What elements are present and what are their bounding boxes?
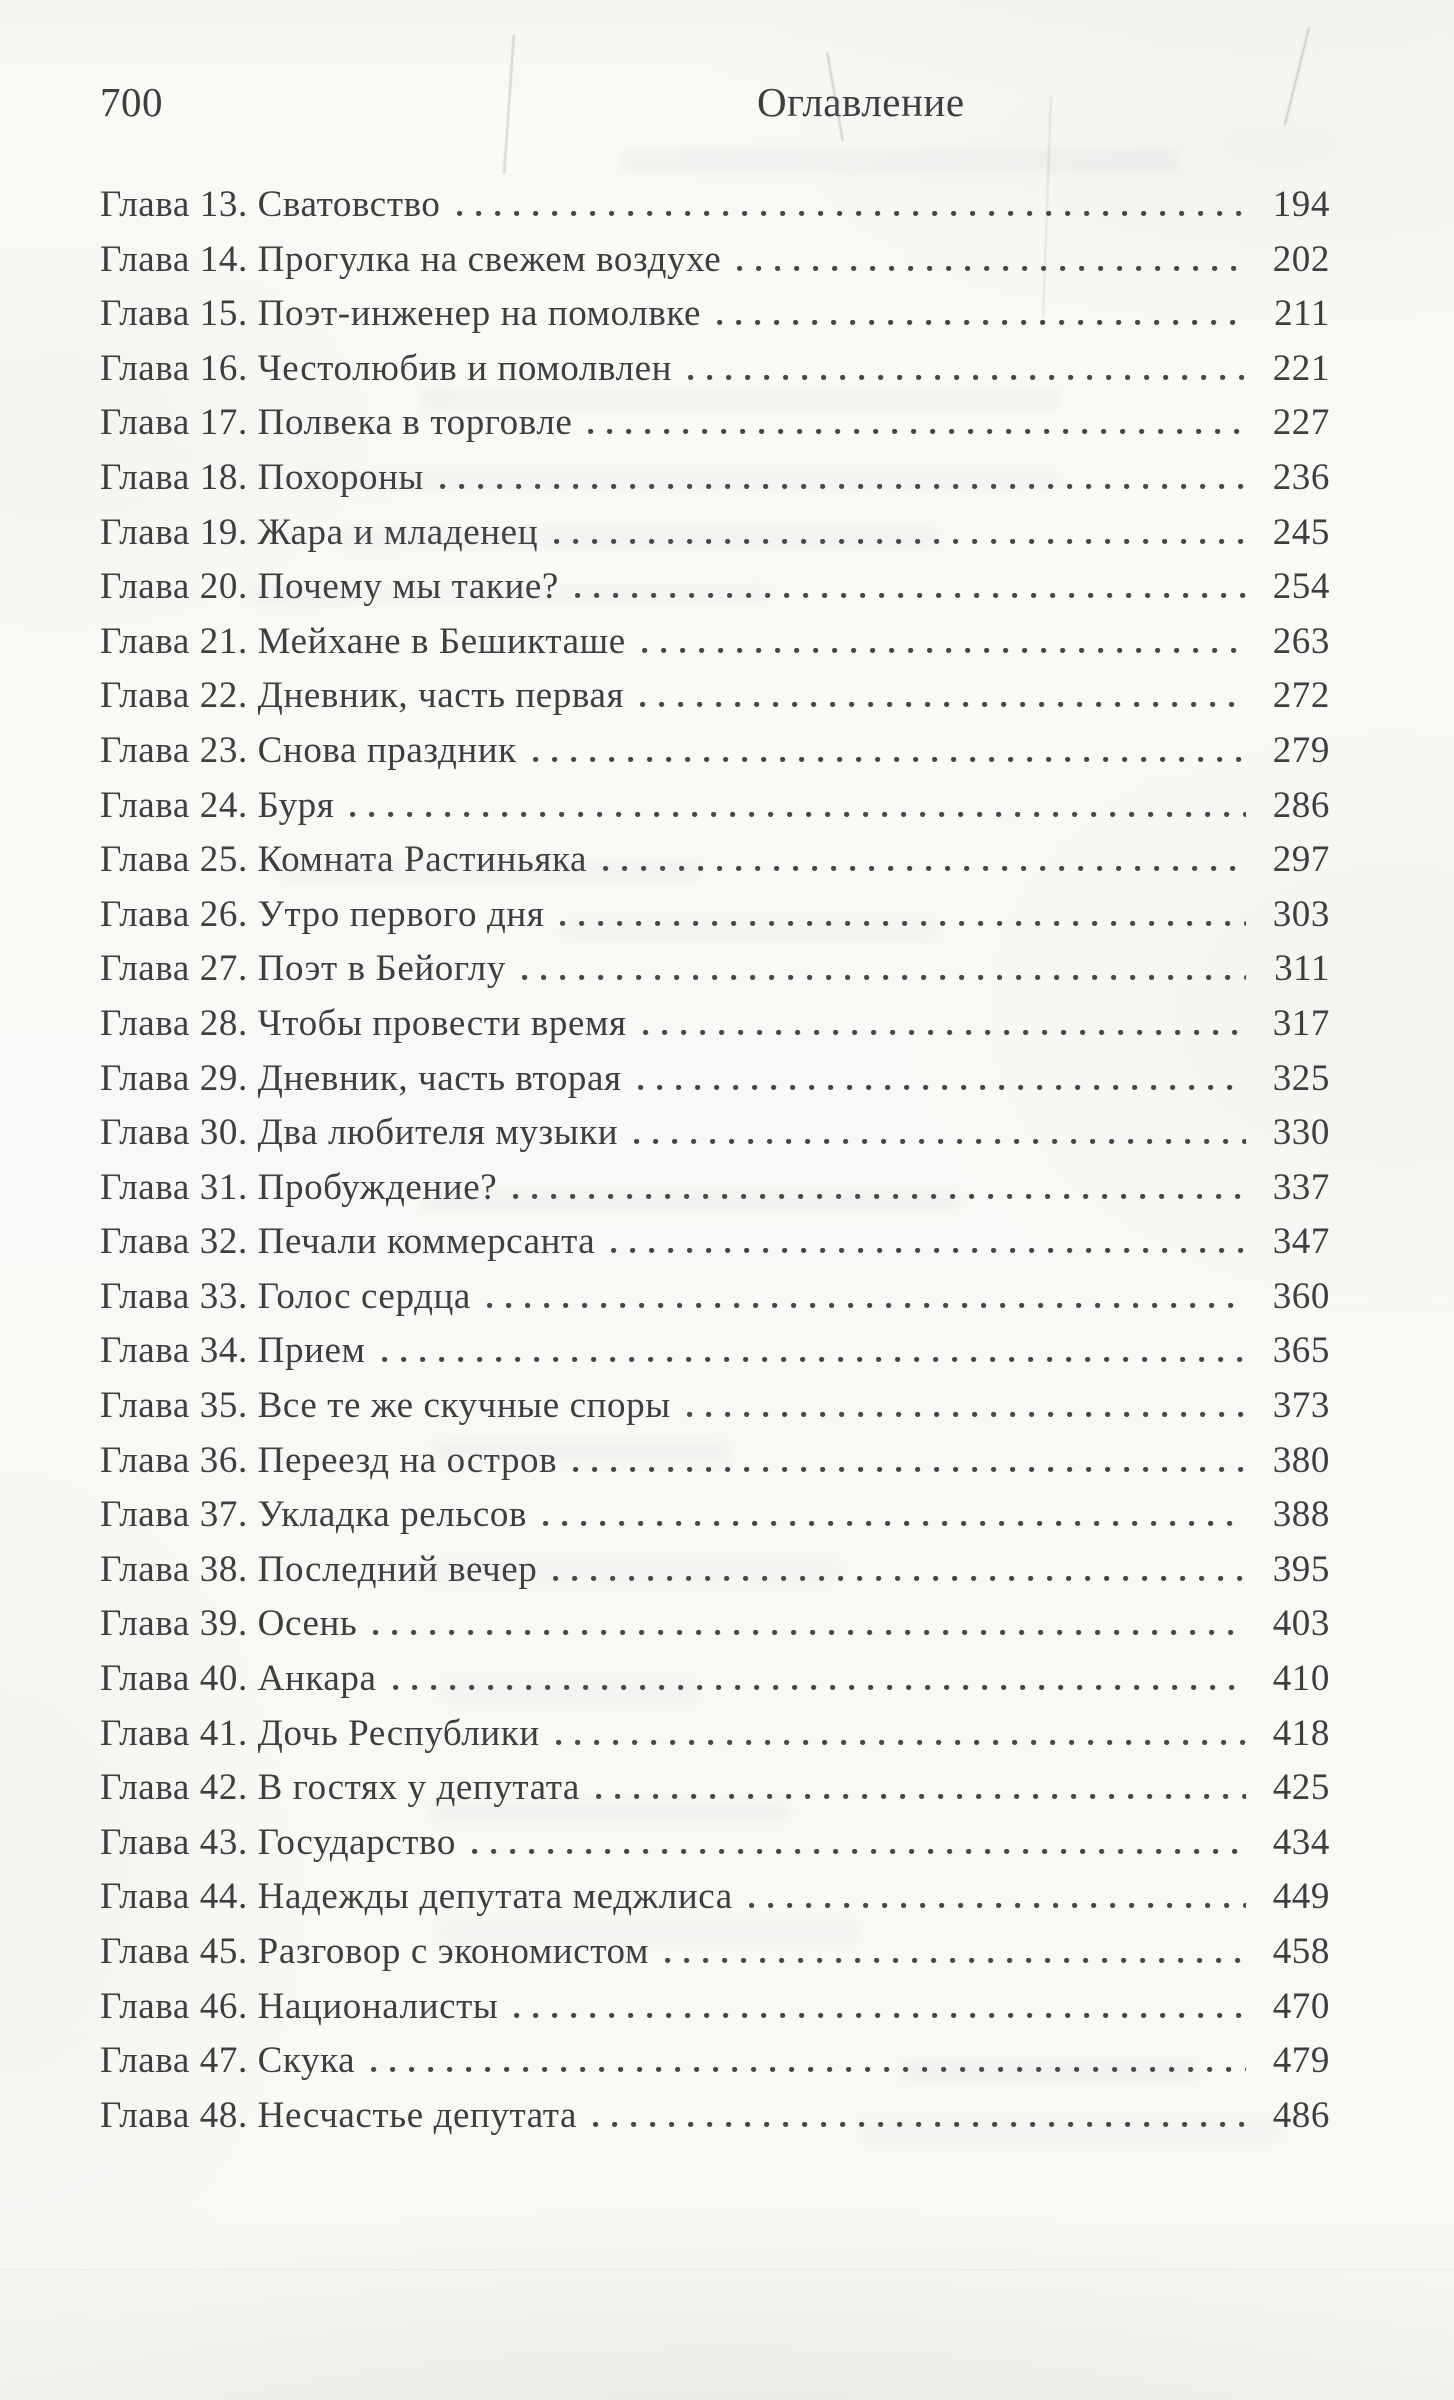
toc-entry (100, 669, 1330, 724)
toc-entry-page: 479 (1272, 2040, 1330, 2082)
toc-entry-page: 263 (1272, 620, 1330, 662)
toc-entry-label: Глава 13. Сватовство (100, 184, 441, 225)
toc-entry-page: 325 (1272, 1057, 1330, 1099)
toc-entry-label: Глава 14. Прогулка на свежем воздухе (100, 238, 722, 280)
toc-entry-label: Глава 25. Комната Растиньяка (100, 839, 587, 881)
dot-leader (440, 484, 1246, 489)
toc-list (100, 178, 1330, 2143)
toc-entry-page: 458 (1272, 1931, 1330, 1972)
toc-entry (100, 888, 1330, 943)
dot-leader (642, 648, 1246, 653)
toc-entry-page: 272 (1272, 675, 1330, 717)
toc-entry-page: 380 (1272, 1439, 1330, 1481)
toc-entry (100, 1052, 1330, 1107)
toc-entry (100, 942, 1330, 997)
toc-entry-page: 486 (1272, 2094, 1330, 2136)
toc-entry-label: Глава 15. Поэт-инженер на помолвке (100, 293, 702, 335)
page-title: Оглавление (757, 79, 965, 125)
toc-entry-label: Глава 32. Печали коммерсанта (100, 1221, 596, 1263)
toc-entry (100, 1106, 1330, 1161)
toc-entry-label: Глава 31. Пробуждение? (100, 1166, 498, 1208)
dot-leader (638, 1085, 1246, 1090)
dot-leader (717, 320, 1246, 325)
toc-entry-page: 254 (1272, 566, 1330, 608)
toc-entry-label: Глава 21. Мейхане в Бешикташе (100, 620, 626, 662)
toc-entry (100, 1488, 1330, 1543)
dot-leader (588, 429, 1246, 434)
toc-entry-label: Глава 17. Полвека в торговле (100, 402, 573, 444)
toc-entry-label: Глава 47. Скука (100, 2040, 356, 2082)
dot-leader (603, 866, 1246, 871)
toc-entry-label: Глава 34. Прием (100, 1330, 366, 1372)
toc-entry-label: Глава 45. Разговор с экономистом (100, 1931, 649, 1972)
toc-entry (100, 1270, 1330, 1325)
toc-entry (100, 233, 1330, 288)
toc-entry-label: Глава 26. Утро первого дня (100, 893, 545, 935)
toc-entry (100, 1324, 1330, 1379)
toc-entry (100, 1215, 1330, 1270)
dot-leader (611, 1248, 1246, 1253)
toc-entry-label: Глава 20. Почему мы такие? (100, 566, 559, 608)
toc-entry (100, 1925, 1330, 1980)
toc-entry-label: Глава 36. Переезд на остров (100, 1439, 558, 1481)
toc-entry (100, 396, 1330, 451)
toc-entry-page: 418 (1272, 1712, 1330, 1754)
toc-entry (100, 2089, 1330, 2144)
toc-entry-label: Глава 42. В гостях у депутата (100, 1767, 580, 1809)
toc-entry-page: 410 (1272, 1658, 1330, 1700)
folio-page-number: 700 (100, 79, 163, 125)
dot-leader (634, 1139, 1246, 1144)
toc-entry (100, 560, 1330, 615)
toc-entry-label: Глава 23. Снова праздник (100, 729, 517, 771)
toc-entry-page: 279 (1272, 729, 1330, 771)
toc-entry-label: Глава 41. Дочь Республики (100, 1712, 540, 1754)
toc-entry-page: 330 (1272, 1112, 1330, 1154)
toc-entry-label: Глава 27. Поэт в Бейоглу (100, 948, 506, 990)
dot-leader (457, 211, 1246, 216)
toc-entry-page: 388 (1272, 1494, 1330, 1536)
dot-leader (472, 1849, 1246, 1854)
toc-entry-label: Глава 40. Анкара (100, 1658, 377, 1700)
toc-entry-page: 403 (1272, 1603, 1330, 1645)
toc-entry-label: Глава 19. Жара и младенец (100, 511, 539, 553)
toc-entry (100, 1761, 1330, 1816)
toc-entry (100, 779, 1330, 834)
toc-entry-label: Глава 22. Дневник, часть первая (100, 675, 625, 717)
toc-entry (100, 1434, 1330, 1489)
dot-leader (371, 2067, 1246, 2072)
toc-entry (100, 1652, 1330, 1707)
toc-entry-page: 245 (1272, 511, 1330, 553)
toc-entry-page: 311 (1274, 948, 1330, 990)
dot-leader (533, 757, 1246, 762)
toc-entry-label: Глава 18. Похороны (100, 456, 424, 498)
toc-entry-label: Глава 16. Честолюбив и помолвлен (100, 347, 673, 389)
toc-entry (100, 342, 1330, 397)
dot-leader (560, 921, 1246, 926)
toc-entry (100, 1816, 1330, 1871)
dot-leader (554, 539, 1246, 544)
toc-entry (100, 1870, 1330, 1925)
toc-entry-page: 470 (1272, 1985, 1330, 2027)
toc-entry-page: 317 (1272, 1002, 1330, 1044)
toc-entry-page: 202 (1272, 238, 1330, 280)
dot-leader (687, 1412, 1246, 1417)
toc-entry-label: Глава 38. Последний вечер (100, 1548, 538, 1590)
toc-entry-label: Глава 29. Дневник, часть вторая (100, 1057, 622, 1099)
toc-entry-page: 347 (1272, 1221, 1330, 1263)
toc-entry (100, 1379, 1330, 1434)
dot-leader (573, 1467, 1246, 1472)
toc-entry (100, 287, 1330, 342)
dot-leader (556, 1740, 1246, 1745)
dot-leader (665, 1958, 1246, 1963)
toc-entry (100, 997, 1330, 1052)
dot-leader (593, 2122, 1246, 2127)
toc-entry-label: Глава 48. Несчастье депутата (100, 2094, 578, 2136)
dot-leader (543, 1521, 1246, 1526)
toc-entry (100, 451, 1330, 506)
toc-entry-page: 227 (1272, 402, 1330, 444)
running-head (100, 79, 1330, 128)
toc-entry-page: 236 (1272, 456, 1330, 498)
dot-leader (737, 266, 1246, 271)
toc-entry-page: 221 (1272, 347, 1330, 389)
page-crease (0, 2268, 1454, 2273)
dot-leader (514, 2013, 1246, 2018)
toc-entry (100, 615, 1330, 670)
toc-entry (100, 1980, 1330, 2035)
toc-entry-page: 373 (1272, 1385, 1330, 1427)
dot-leader (640, 702, 1246, 707)
dot-leader (382, 1357, 1246, 1362)
toc-entry-page: 395 (1272, 1548, 1330, 1590)
dot-leader (487, 1303, 1246, 1308)
toc-entry (100, 833, 1330, 888)
toc-entry (100, 724, 1330, 779)
toc-entry-page: 360 (1272, 1275, 1330, 1317)
toc-entry-page: 434 (1272, 1821, 1330, 1863)
toc-entry-label: Глава 37. Укладка рельсов (100, 1494, 528, 1536)
toc-entry (100, 506, 1330, 561)
dot-leader (393, 1685, 1246, 1690)
dot-leader (575, 593, 1246, 598)
toc-entry-page: 211 (1274, 293, 1330, 335)
toc-entry-label: Глава 46. Националисты (100, 1985, 499, 2027)
dot-leader (643, 1030, 1246, 1035)
toc-entry-page: 449 (1272, 1876, 1330, 1918)
toc-entry (100, 1597, 1330, 1652)
toc-entry-label: Глава 30. Два любителя музыки (100, 1112, 619, 1154)
toc-entry (100, 1161, 1330, 1216)
toc-entry-page: 297 (1272, 839, 1330, 881)
bleed-through-smudge (620, 148, 1180, 174)
dot-leader (596, 1794, 1246, 1799)
dot-leader (373, 1630, 1246, 1635)
dot-leader (522, 975, 1246, 980)
toc-entry-page: 337 (1272, 1166, 1330, 1208)
toc-entry (100, 1707, 1330, 1762)
dot-leader (688, 375, 1246, 380)
toc-entry-label: Глава 39. Осень (100, 1603, 358, 1645)
toc-entry-label: Глава 33. Голос сердца (100, 1275, 471, 1317)
toc-entry-page: 365 (1272, 1330, 1330, 1372)
dot-leader (513, 1194, 1246, 1199)
toc-entry (100, 178, 1330, 233)
toc-entry-page: 194 (1272, 184, 1330, 225)
toc-entry-page: 286 (1272, 784, 1330, 826)
toc-entry (100, 2034, 1330, 2089)
toc-entry-label: Глава 24. Буря (100, 784, 335, 826)
toc-entry (100, 1543, 1330, 1598)
toc-entry-label: Глава 35. Все те же скучные споры (100, 1385, 671, 1427)
toc-entry-label: Глава 44. Надежды депутата меджлиса (100, 1876, 733, 1918)
toc-entry-label: Глава 43. Государство (100, 1821, 456, 1863)
dot-leader (749, 1903, 1246, 1908)
dot-leader (553, 1576, 1246, 1581)
dot-leader (350, 812, 1246, 817)
toc-entry-label: Глава 28. Чтобы провести время (100, 1002, 627, 1044)
toc-entry-page: 425 (1272, 1767, 1330, 1809)
toc-entry-page: 303 (1272, 893, 1330, 935)
